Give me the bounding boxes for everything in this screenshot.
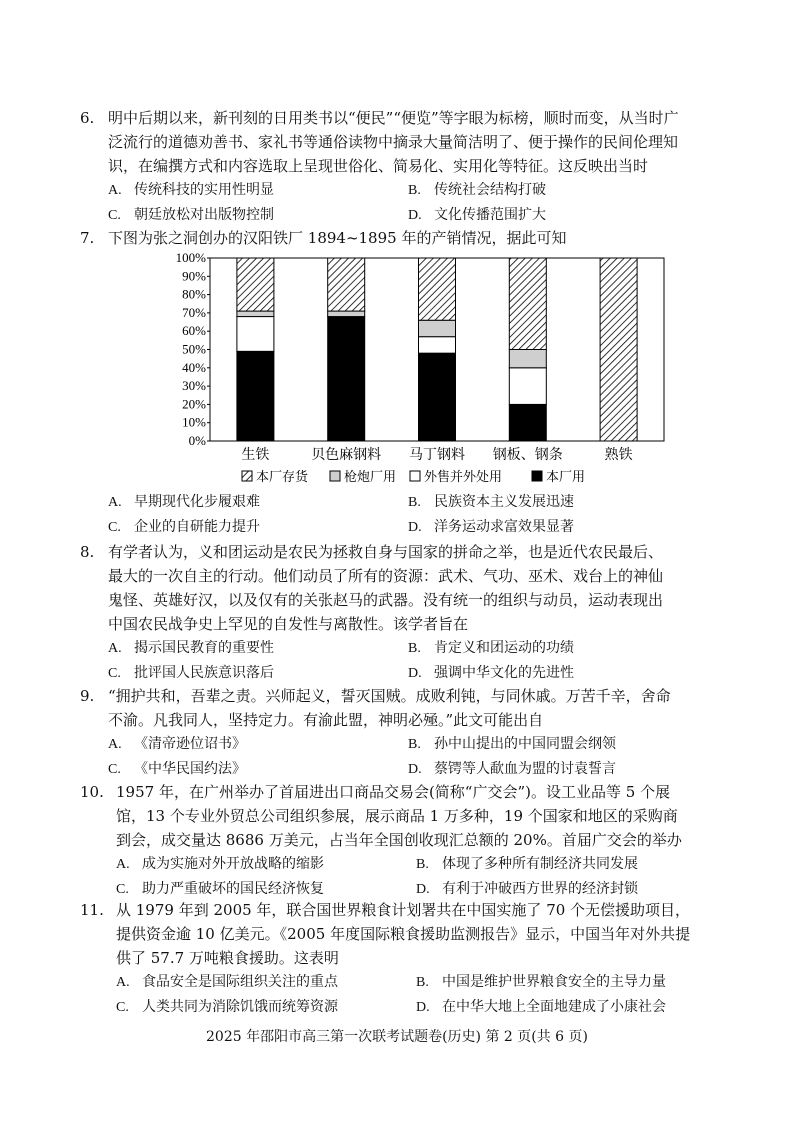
option-a[interactable]: A. 早期现代化步履艰难 <box>108 494 260 510</box>
option-c[interactable]: C. 《中华民国约法》 <box>108 761 246 777</box>
stem-line: 有学者认为，义和团运动是农民为拯救自身与国家的拼命之举，也是近代农民最后、 <box>108 543 664 561</box>
legend-swatch <box>330 471 340 481</box>
options <box>108 732 720 782</box>
bar-segment <box>509 258 546 350</box>
bar-segment <box>328 317 365 441</box>
stem-line: 泛流行的道德劝善书、家礼书等通俗读物中摘录大量简洁明了、便于操作的民间伦理知 <box>108 133 679 151</box>
option-a[interactable]: A. 揭示国民教育的重要性 <box>108 640 274 656</box>
bar-segment <box>509 350 546 368</box>
question-stem <box>108 226 720 250</box>
y-tick-label: 30% <box>182 378 206 394</box>
chart-bars <box>237 258 637 441</box>
y-tick-label: 90% <box>182 268 206 284</box>
question-number: 6. <box>80 109 95 127</box>
stem-line: 馆，13 个专业外贸总公司组织参展，展示商品 1 万多种，19 个国家和地区的采购商 <box>116 807 678 825</box>
stem-line: 识，在编撰方式和内容选取上呈现世俗化、简易化、实用化等特征。这反映出当时 <box>108 157 649 175</box>
legend-label: 枪炮厂用 <box>344 470 397 485</box>
option-b[interactable]: B. 体现了多种所有制经济共同发展 <box>416 856 638 872</box>
question-number: 10. <box>80 783 104 801</box>
y-tick-label: 80% <box>182 286 206 302</box>
option-c[interactable]: C. 批评国人民族意识落后 <box>108 665 274 681</box>
bar-segment <box>419 353 456 441</box>
legend-swatch <box>410 471 420 481</box>
x-tick-label: 贝色麻钢料 <box>311 447 382 463</box>
y-tick-label: 60% <box>182 323 206 339</box>
option-d[interactable]: D. 有利于冲破西方世界的经济封锁 <box>416 881 638 897</box>
bar-segment <box>509 404 546 441</box>
question-number: 8. <box>80 543 95 561</box>
question-7-options <box>80 490 720 540</box>
question-stem <box>116 780 720 852</box>
legend-swatch <box>532 471 542 481</box>
stem-line: 到会，成交量达 8686 万美元，占当年全国创收现汇总额的 20%。首届广交会的举办 <box>116 831 682 849</box>
options <box>116 970 720 1020</box>
x-tick-label: 钢板、钢条 <box>492 447 563 463</box>
page-footer: 2025 年邵阳市高三第一次联考试题卷(历史) 第 2 页(共 6 页) <box>206 1029 588 1045</box>
stem-line: 供了 57.7 万吨粮食援助。这表明 <box>116 949 339 967</box>
option-b[interactable]: B. 民族资本主义发展迅速 <box>408 494 574 510</box>
question-stem <box>108 106 720 178</box>
options <box>108 490 720 540</box>
bar-segment <box>237 351 274 441</box>
stem-line: 提供资金逾 10 亿美元。《2005 年度国际粮食援助监测报告》显示，中国当年对外共提 <box>116 925 691 943</box>
question-10 <box>80 780 720 902</box>
stacked-bar-chart <box>160 248 680 486</box>
option-c[interactable]: C. 人类共同为消除饥饿而统筹资源 <box>116 999 338 1015</box>
bar-segment <box>419 337 456 353</box>
stem-line: 1957 年，在广州举办了首届进出口商品交易会(简称“广交会”)。设工业品等 5 个展 <box>116 783 671 801</box>
option-d[interactable]: D. 强调中华文化的先进性 <box>408 665 574 681</box>
stem-line: 中国农民战争史上罕见的自发性与离散性。该学者旨在 <box>108 615 469 633</box>
stem-line: 从 1979 年到 2005 年，联合国世界粮食计划署共在中国实施了 70 个无偿援助项目， <box>116 901 691 919</box>
legend-swatch <box>242 471 252 481</box>
bar-segment <box>237 311 274 316</box>
question-6 <box>80 106 720 228</box>
chart-legend <box>242 469 585 485</box>
stem-line: 下图为张之洞创办的汉阳铁厂 1894~1895 年的产销情况，据此可知 <box>108 229 567 247</box>
option-b[interactable]: B. 孙中山提出的中国同盟会纲领 <box>408 736 616 752</box>
question-number: 11. <box>80 901 104 919</box>
x-tick-label: 熟铁 <box>604 447 633 463</box>
option-c[interactable]: C. 朝廷放松对出版物控制 <box>108 207 274 223</box>
bar-segment <box>600 258 637 441</box>
legend-label: 本厂存货 <box>256 470 309 485</box>
y-tick-label: 20% <box>182 396 206 412</box>
question-11 <box>80 898 720 1020</box>
bar-segment <box>328 258 365 311</box>
y-tick-label: 70% <box>182 304 206 320</box>
option-d[interactable]: D. 文化传播范围扩大 <box>408 207 546 223</box>
question-9 <box>80 684 720 782</box>
y-tick-label: 100% <box>175 250 206 265</box>
stem-line: 明中后期以来，新刊刻的日用类书以“便民”“便览”等字眼为标榜，顺时而变，从当时广 <box>108 109 679 127</box>
option-a[interactable]: A. 《清帝逊位诏书》 <box>108 736 246 752</box>
bar-segment <box>509 368 546 405</box>
question-7 <box>80 226 720 250</box>
x-tick-label: 生铁 <box>241 447 270 463</box>
question-8 <box>80 540 720 686</box>
option-b[interactable]: B. 传统社会结构打破 <box>408 182 546 198</box>
y-tick-label: 50% <box>182 341 206 357</box>
bar-segment <box>237 258 274 311</box>
question-stem <box>108 684 720 732</box>
legend-label: 本厂用 <box>546 470 586 485</box>
option-b[interactable]: B. 中国是维护世界粮食安全的主导力量 <box>416 974 666 990</box>
stem-line: “拥护共和，吾辈之责。兴师起义，誓灭国贼。成败利钝，与同休戚。万苦千辛，舍命 <box>108 687 671 705</box>
option-a[interactable]: A. 成为实施对外开放战略的缩影 <box>116 856 324 872</box>
chart-labels <box>241 446 632 463</box>
bar-segment <box>328 311 365 316</box>
x-tick-label: 马丁钢料 <box>409 447 465 463</box>
option-b[interactable]: B. 肯定义和团运动的功绩 <box>408 640 574 656</box>
question-stem <box>108 540 720 636</box>
option-a[interactable]: A. 食品安全是国际组织关注的重点 <box>116 974 338 990</box>
stem-line: 最大的一次自主的行动。他们动员了所有的资源：武术、气功、巫术、戏台上的神仙 <box>108 567 664 585</box>
options <box>116 852 720 902</box>
option-c[interactable]: C. 企业的自研能力提升 <box>108 519 260 535</box>
y-tick-label: 40% <box>182 359 206 375</box>
y-tick-label: 10% <box>182 414 206 430</box>
bar-segment <box>419 258 456 320</box>
question-stem <box>116 898 720 970</box>
option-a[interactable]: A. 传统科技的实用性明显 <box>108 182 274 198</box>
option-d[interactable]: D. 蔡锷等人歃血为盟的讨袁誓言 <box>408 761 616 777</box>
question-number: 7. <box>80 229 95 247</box>
bar-segment <box>237 317 274 352</box>
option-c[interactable]: C. 助力严重破坏的国民经济恢复 <box>116 881 324 897</box>
legend-label: 外售并外处用 <box>424 470 503 485</box>
bar-segment <box>419 320 456 336</box>
option-d[interactable]: D. 在中华大地上全面地建成了小康社会 <box>416 999 666 1015</box>
options <box>108 636 720 686</box>
y-tick-label: 0% <box>188 433 206 448</box>
question-number: 9. <box>80 687 95 705</box>
stem-line: 鬼怪、英雄好汉，以及仅有的关张赵马的武器。没有统一的组织与动员，运动表现出 <box>108 591 664 609</box>
stem-line: 不渝。凡我同人，坚持定力。有渝此盟，神明必殛。”此文可能出自 <box>108 711 544 729</box>
options <box>108 178 720 228</box>
option-d[interactable]: D. 洋务运动求富效果显著 <box>408 519 574 535</box>
